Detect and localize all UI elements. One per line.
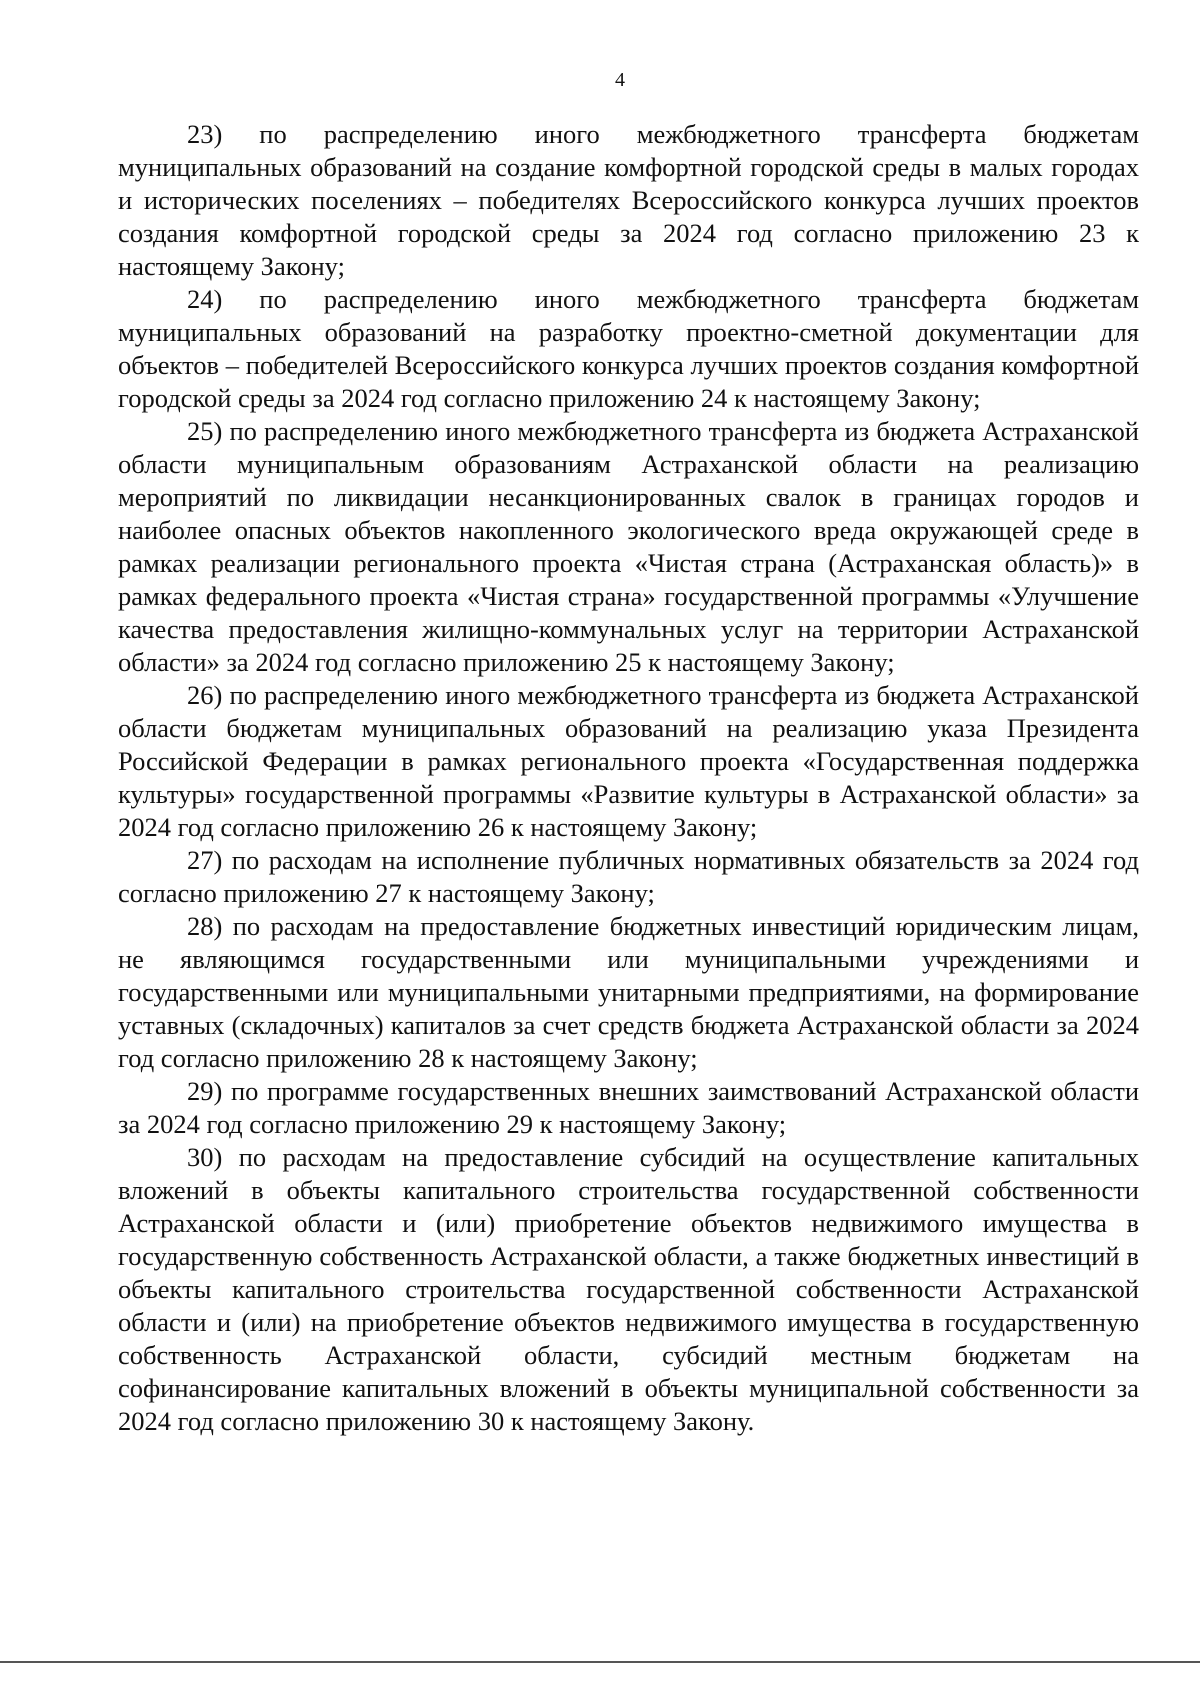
document-body [118, 118, 1139, 1438]
paragraph-item-27: 27) по расходам на исполнение публичных нормативных обязательств за 2024 год согласно приложению 27 к настоящему Закону; [118, 845, 1139, 908]
paragraph-item-24: 24) по распределению иного межбюджетного трансферта бюджетам муниципальных образований на разработку проектно-сметной документации для объектов – победителей Всероссийского конкурса лучших проектов создания комфортной городской среды за 2024 год согласно приложению 24 к настоящему Закону; [118, 284, 1139, 413]
paragraph-item-29: 29) по программе государственных внешних заимствований Астраханской области за 2024 год согласно приложению 29 к настоящему Закону; [118, 1076, 1139, 1139]
paragraph-item-28: 28) по расходам на предоставление бюджетных инвестиций юридическим лицам, не являющимся государственными или муниципальными учреждениями и государственными или муниципальными унитарными предприятиями, на формирование уставных (складочных) капиталов за счет средств бюджета Астраханской области за 2024 год согласно приложению 28 к настоящему Закону; [118, 911, 1139, 1073]
paragraph-item-30: 30) по расходам на предоставление субсидий на осуществление капитальных вложений в объекты капитального строительства государственной собственности Астраханской области и (или) приобретение объектов недвижимого имущества в государственную собственность Астраханской области, а также бюджетных инвестиций в объекты капитального строительства государственной собственности Астраханской области и (или) на приобретение объектов недвижимого имущества в государственную собственность Астраханской области, субсидий местным бюджетам на софинансирование капитальных вложений в объекты муниципальной собственности за 2024 год согласно приложению 30 к настоящему Закону. [118, 1142, 1139, 1436]
page-number: 4 [615, 69, 625, 91]
bottom-divider [0, 1661, 1200, 1663]
paragraph-item-25: 25) по распределению иного межбюджетного трансферта из бюджета Астраханской области муниципальным образованиям Астраханской области на реализацию мероприятий по ликвидации несанкционированных свалок в границах городов и наиболее опасных объектов накопленного экологического вреда окружающей среде в рамках реализации регионального проекта «Чистая страна (Астраханская область)» в рамках федерального проекта «Чистая страна» государственной программы «Улучшение качества предоставления жилищно-коммунальных услуг на территории Астраханской области» за 2024 год согласно приложению 25 к настоящему Закону; [118, 416, 1139, 677]
paragraph-item-26: 26) по распределению иного межбюджетного трансферта из бюджета Астраханской области бюджетам муниципальных образований на реализацию указа Президента Российской Федерации в рамках регионального проекта «Государственная поддержка культуры» государственной программы «Развитие культуры в Астраханской области» за 2024 год согласно приложению 26 к настоящему Закону; [118, 680, 1139, 842]
paragraph-item-23: 23) по распределению иного межбюджетного трансферта бюджетам муниципальных образований на создание комфортной городской среды в малых городах и исторических поселениях – победителях Всероссийского конкурса лучших проектов создания комфортной городской среды за 2024 год согласно приложению 23 к настоящему Закону; [118, 119, 1139, 281]
